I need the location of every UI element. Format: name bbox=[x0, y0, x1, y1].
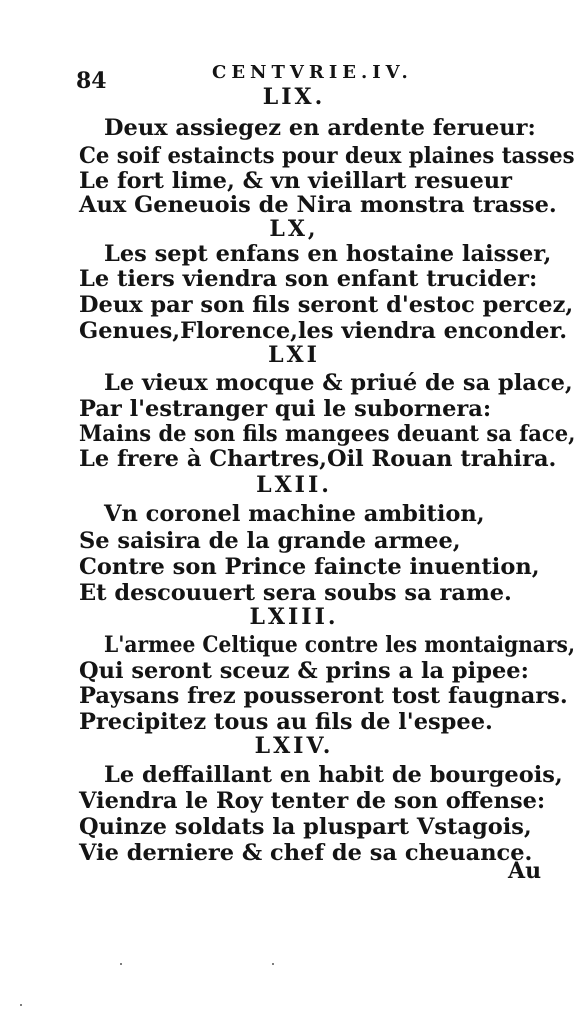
verse-line: Precipitez tous au fils de l'espee. bbox=[79, 709, 493, 735]
verse-line: Le frere à Chartres,Oil Rouan trahira. bbox=[79, 446, 557, 472]
verse-line: Vn coronel machine ambition, bbox=[104, 501, 485, 527]
verse-line: Ce soif estaincts pour deux plaines tasses bbox=[79, 143, 575, 169]
verse-line: Se saisira de la grande armee, bbox=[79, 528, 461, 554]
ink-speck bbox=[120, 963, 122, 965]
verse-line: Vie derniere & chef de sa cheuance. bbox=[79, 840, 533, 866]
verse-line: Viendra le Roy tenter de son offense: bbox=[79, 788, 546, 814]
verse-line: Genues,Florence,les viendra enconder. bbox=[79, 318, 568, 344]
verse-line: Mains de son fils mangees deuant sa face, bbox=[79, 421, 576, 447]
verse-line: Aux Geneuois de Nira monstra trasse. bbox=[79, 192, 557, 218]
catchword: Au bbox=[508, 858, 542, 884]
verse-line: Qui seront sceuz & prins a la pipee: bbox=[79, 658, 529, 684]
quatrain-heading: LIX. bbox=[262, 84, 326, 110]
verse-line: Deux par son fils seront d'estoc percez, bbox=[79, 292, 574, 318]
verse-line: Par l'estranger qui le subornera: bbox=[79, 396, 492, 422]
ink-speck bbox=[20, 1004, 22, 1006]
verse-line: Deux assiegez en ardente ferueur: bbox=[104, 115, 536, 141]
verse-line: Le fort lime, & vn vieillart resueur bbox=[79, 168, 512, 194]
verse-line: Paysans frez pousseront tost faugnars. bbox=[79, 683, 568, 709]
verse-line: Le vieux mocque & priué de sa place, bbox=[104, 370, 573, 396]
running-head: CENTVRIE.IV. bbox=[212, 62, 413, 83]
verse-line: Et descouuert sera soubs sa rame. bbox=[79, 580, 512, 606]
quatrain-heading: LXIII. bbox=[249, 604, 339, 630]
quatrain-heading: LXI bbox=[268, 342, 320, 368]
ink-speck bbox=[272, 963, 274, 965]
verse-line: Quinze soldats la pluspart Vstagois, bbox=[79, 814, 532, 840]
verse-line: Contre son Prince faincte inuention, bbox=[79, 554, 540, 580]
page-number: 84 bbox=[76, 68, 107, 94]
quatrain-heading: LXIV. bbox=[254, 733, 334, 759]
quatrain-heading: LXII. bbox=[256, 472, 332, 498]
verse-line: Le tiers viendra son enfant trucider: bbox=[79, 266, 538, 292]
verse-line: L'armee Celtique contre les montaignars, bbox=[104, 632, 575, 658]
verse-line: Les sept enfans en hostaine laisser, bbox=[104, 241, 552, 267]
verse-line: Le deffaillant en habit de bourgeois, bbox=[104, 762, 563, 788]
quatrain-heading: LX, bbox=[269, 216, 319, 242]
